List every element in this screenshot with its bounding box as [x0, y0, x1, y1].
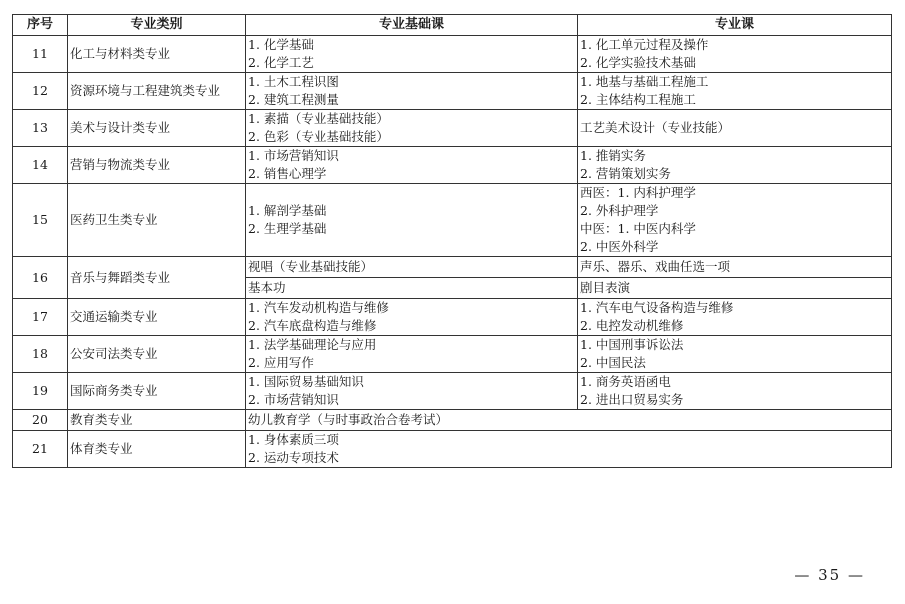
row-category: 公安司法类专业 — [68, 336, 246, 373]
row-index: 12 — [13, 73, 68, 110]
row-category: 体育类专业 — [68, 431, 246, 468]
header-foundation-courses: 专业基础课 — [246, 15, 578, 36]
course-item: 2. 色彩（专业基础技能） — [248, 129, 389, 144]
course-item: 2. 市场营销知识 — [248, 392, 339, 407]
course-item: 2. 电控发动机维修 — [580, 318, 684, 333]
course-item: 1. 素描（专业基础技能） — [248, 111, 389, 126]
row-index: 15 — [13, 184, 68, 257]
row-major — [578, 184, 892, 257]
table-row — [13, 110, 892, 147]
row-index: 17 — [13, 299, 68, 336]
table-row — [13, 336, 892, 373]
course-item: 2. 汽车底盘构造与维修 — [248, 318, 377, 333]
row-merged-courses — [246, 431, 892, 468]
row-category: 营销与物流类专业 — [68, 147, 246, 184]
course-item: 2. 应用写作 — [248, 355, 314, 370]
course-item: 2. 化学工艺 — [248, 55, 314, 70]
row-category: 教育类专业 — [68, 410, 246, 431]
row-category: 国际商务类专业 — [68, 373, 246, 410]
table-row — [13, 299, 892, 336]
row-major — [578, 336, 892, 373]
row-major — [578, 373, 892, 410]
course-item: 2. 销售心理学 — [248, 166, 327, 181]
course-item: 1. 化工单元过程及操作 — [580, 37, 709, 52]
header-index: 序号 — [13, 15, 68, 36]
row-index: 20 — [13, 410, 68, 431]
row-merged-courses: 幼儿教育学（与时事政治合卷考试） — [246, 410, 892, 431]
course-item: 1. 商务英语函电 — [580, 374, 671, 389]
header-category: 专业类别 — [68, 15, 246, 36]
row-category: 音乐与舞蹈类专业 — [68, 257, 246, 299]
course-item: 2. 建筑工程测量 — [248, 92, 339, 107]
table-row — [13, 373, 892, 410]
row-foundation — [246, 147, 578, 184]
course-item: 1. 地基与基础工程施工 — [580, 74, 709, 89]
course-item: 工艺美术设计（专业技能） — [580, 120, 731, 135]
course-item: 西医：1. 内科护理学 — [580, 185, 696, 200]
row-foundation — [246, 36, 578, 73]
row-major: 声乐、器乐、戏曲任选一项 — [578, 257, 892, 278]
row-index: 18 — [13, 336, 68, 373]
row-foundation — [246, 110, 578, 147]
curriculum-table — [12, 14, 892, 468]
row-foundation — [246, 373, 578, 410]
row-category: 交通运输类专业 — [68, 299, 246, 336]
row-foundation: 视唱（专业基础技能） — [246, 257, 578, 278]
course-item: 2. 运动专项技术 — [248, 450, 339, 465]
course-item: 1. 中国刑事诉讼法 — [580, 337, 684, 352]
course-item: 2. 中国民法 — [580, 355, 646, 370]
row-major — [578, 36, 892, 73]
row-category: 医药卫生类专业 — [68, 184, 246, 257]
row-category: 资源环境与工程建筑类专业 — [68, 73, 246, 110]
row-index: 16 — [13, 257, 68, 299]
row-foundation — [246, 73, 578, 110]
course-item: 1. 汽车发动机构造与维修 — [248, 300, 389, 315]
table-row — [13, 410, 892, 431]
course-item: 2. 营销策划实务 — [580, 166, 671, 181]
table-row — [13, 257, 892, 278]
row-major: 剧目表演 — [578, 278, 892, 299]
table-row — [13, 147, 892, 184]
course-item: 1. 汽车电气设备构造与维修 — [580, 300, 734, 315]
row-category: 美术与设计类专业 — [68, 110, 246, 147]
row-major — [578, 299, 892, 336]
row-index: 11 — [13, 36, 68, 73]
course-item: 1. 市场营销知识 — [248, 148, 339, 163]
course-item: 2. 化学实验技术基础 — [580, 55, 696, 70]
row-index: 13 — [13, 110, 68, 147]
table-row — [13, 73, 892, 110]
course-item: 2. 进出口贸易实务 — [580, 392, 684, 407]
course-item: 1. 土木工程识图 — [248, 74, 339, 89]
row-foundation: 基本功 — [246, 278, 578, 299]
course-item: 1. 解剖学基础 — [248, 203, 327, 218]
row-foundation — [246, 299, 578, 336]
row-major — [578, 110, 892, 147]
table-row — [13, 36, 892, 73]
row-foundation — [246, 184, 578, 257]
course-item: 1. 国际贸易基础知识 — [248, 374, 364, 389]
table-row — [13, 431, 892, 468]
row-major — [578, 73, 892, 110]
course-item: 2. 生理学基础 — [248, 221, 327, 236]
course-item: 2. 外科护理学 — [580, 203, 659, 218]
row-foundation — [246, 336, 578, 373]
row-category: 化工与材料类专业 — [68, 36, 246, 73]
page-number: — 35 — — [794, 566, 865, 584]
header-major-courses: 专业课 — [578, 15, 892, 36]
row-index: 14 — [13, 147, 68, 184]
course-item: 1. 身体素质三项 — [248, 432, 339, 447]
course-item: 1. 法学基础理论与应用 — [248, 337, 377, 352]
course-item: 1. 化学基础 — [248, 37, 314, 52]
row-index: 19 — [13, 373, 68, 410]
row-index: 21 — [13, 431, 68, 468]
course-item: 2. 中医外科学 — [580, 239, 659, 254]
row-major — [578, 147, 892, 184]
course-item: 2. 主体结构工程施工 — [580, 92, 696, 107]
header-row — [13, 15, 892, 36]
course-item: 中医：1. 中医内科学 — [580, 221, 696, 236]
table-row — [13, 184, 892, 257]
course-item: 1. 推销实务 — [580, 148, 646, 163]
